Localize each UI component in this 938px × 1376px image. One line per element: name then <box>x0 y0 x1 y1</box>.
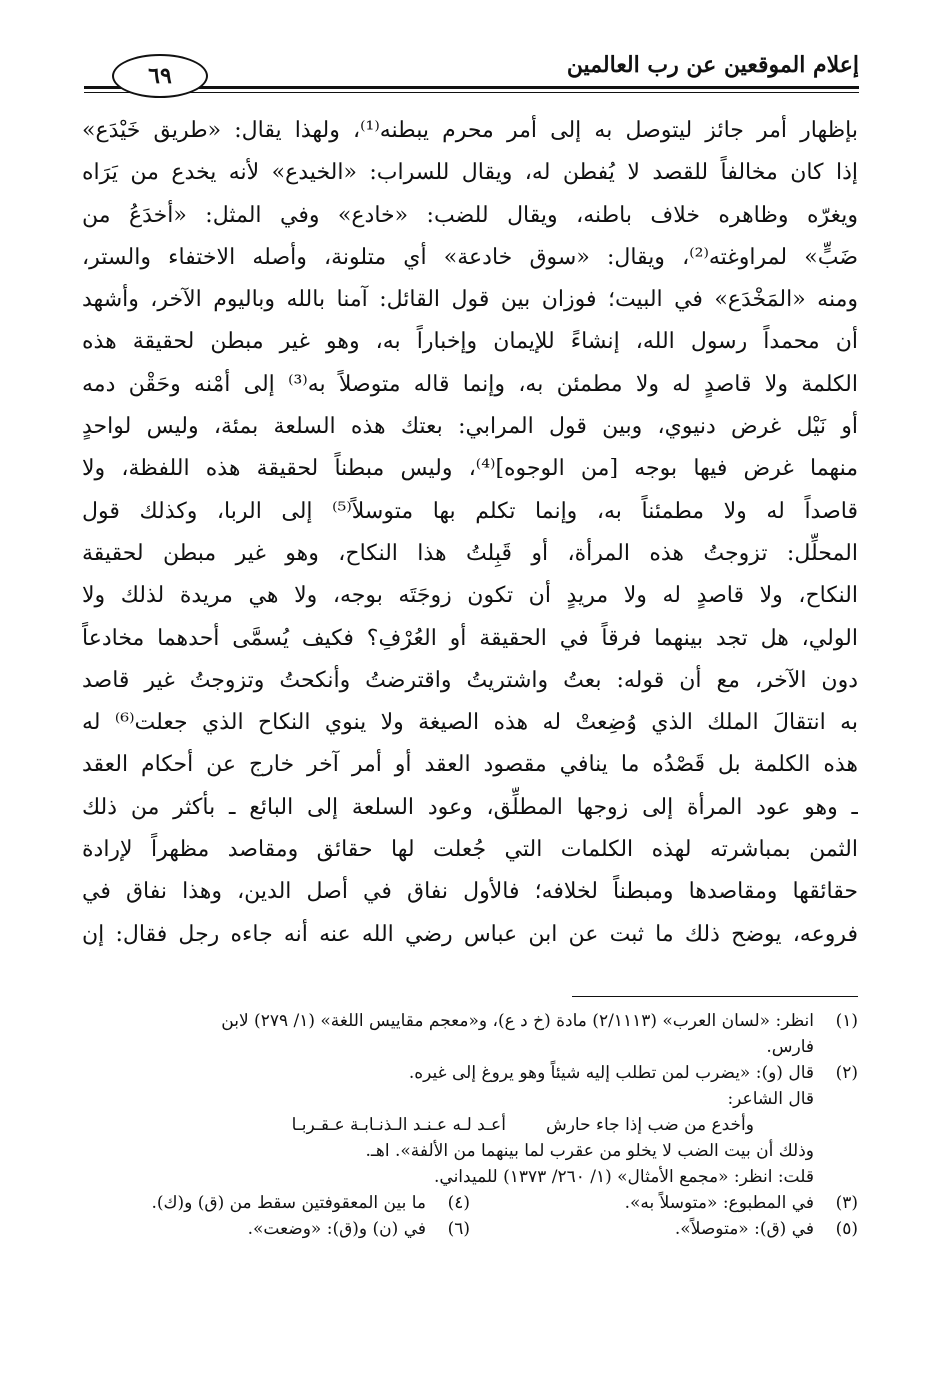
footnote-text: ما بين المعقوفتين سقط من (ق) و(ك). <box>151 1193 426 1213</box>
text-line: دون الآخر، مع أن قوله: بعتُ واشتريتُ واقترضتُ وأنكحتُ وتزوجتُ غير قاصد <box>82 667 858 693</box>
text-line: قاصداً له ولا مطمئناً به، وإنما تكلم بها متوسلاً⁽⁵⁾ إلى الربا، وكذلك قول <box>82 498 858 524</box>
footnote-text: قال (و): «يضرب لمن تطلب إليه شيئاً وهو يروغ إلى غيره. <box>408 1063 814 1083</box>
footnote-2 <box>82 1060 858 1190</box>
footnote-6 <box>82 1216 470 1242</box>
footnote-note: وذلك أن بيت الضب لا يخلو من عقرب لما بينهما من الألفة». اهـ. <box>365 1141 814 1161</box>
footnote-text-cont: فارس. <box>766 1037 814 1057</box>
text-line: المحلِّل: تزوجتُ هذه المرأة، أو قَبِلتُ هذا النكاح، وهو غير مبطن لحقيقة <box>82 540 858 566</box>
text-line: أو نَيْل غرض دنيوي، وبين قول المرابي: بعتك هذه السلعة بمئة، وليس لواحدٍ <box>82 414 858 440</box>
text-line: أن محمداً رسول الله، إنشاءً للإيمان وإخباراً به، وهو غير مبطن لحقيقة هذه <box>82 329 858 355</box>
footnote-4 <box>82 1190 470 1216</box>
verse-first-half: وأخدع من ضب إذا جاء حارش <box>545 1115 754 1135</box>
text-line: هذه الكلمة بل قَصْدُه ما ينافي مقصود العقد أو أمر آخر خارج عن أحكام العقد <box>82 752 858 778</box>
text-line: بإظهار أمر جائز ليتوصل به إلى أمر محرم يبطنه⁽¹⁾، ولهذا يقال: «طريق خَيْدَع» <box>82 118 858 143</box>
footnote-number: (٣) <box>835 1193 858 1213</box>
footnote-5 <box>470 1216 858 1242</box>
footnote-text: انظر: «لسان العرب» (٢/١١١٣) مادة (خ د ع)، و«معجم مقاييس اللغة» (١/ ٢٧٩) لابن <box>221 1011 814 1031</box>
footnote-source: قلت: انظر: «مجمع الأمثال» (١/ ٢٦٠/ ١٣٧٣) للميداني. <box>434 1167 814 1187</box>
footnote-3 <box>470 1190 858 1216</box>
footnote-1 <box>82 1008 858 1060</box>
footnote-text: في المطبوع: «متوسلاً به». <box>624 1193 814 1213</box>
text-line: ومنه «المَخْدَع» في البيت؛ فوزان بين قول القائل: آمنا بالله وباليوم الآخر، وأشهد <box>82 287 858 313</box>
footnote-row <box>82 1190 858 1216</box>
footnote-text: في (ن) و(ق): «وضعت». <box>247 1219 426 1239</box>
text-line: به انتقالَ الملك الذي وُضِعتْ له هذه الصيغة ولا ينوي النكاح الذي جعلت⁽⁶⁾ له <box>82 710 858 736</box>
header-rule-thin <box>84 92 859 93</box>
text-line: الولي، هل تجد بينهما فرقاً في الحقيقة أو العُرْفِ؟ فكيف يُسمَّى أحدهما مخادعاً <box>82 625 858 651</box>
footnote-row <box>82 1216 858 1242</box>
footnote-number: (٤) <box>447 1193 470 1213</box>
footnotes <box>82 1008 858 1242</box>
footnote-text: في (ق): «متوصلاً». <box>674 1219 814 1239</box>
text-line: النكاح، ولا قاصدٍ له ولا مريدٍ أن تكون زوجَتَه بوجه، ولا هي مريدة لذلك ولا <box>82 583 858 609</box>
footnote-number: (٢) <box>835 1063 858 1083</box>
poem-verse <box>82 1112 814 1138</box>
page-number: ٦٩ <box>112 54 208 98</box>
footnote-number: (٥) <box>835 1219 858 1239</box>
text-line: إذا كان مخالفاً للقصد لا يُفطن له، ويقال للسراب: «الخيدع» لأنه يخدع من يَرَاه <box>82 160 858 186</box>
running-title: إعلام الموقعين عن رب العالمين <box>566 52 859 78</box>
footnote-number: (٦) <box>447 1219 470 1239</box>
main-text <box>82 110 858 956</box>
footnote-number: (١) <box>835 1011 858 1031</box>
footnote-separator <box>572 996 858 997</box>
page-header <box>84 50 859 100</box>
text-line: منهما غرض فيها بوجه [من الوجوه]⁽⁴⁾، وليس مبطناً لحقيقة هذه اللفظة، ولا <box>82 456 858 482</box>
text-line: الثمن بمباشرته لهذه الكلمات التي جُعلت لها حقائق ومقاصد مظهراً لإرادة <box>82 837 858 863</box>
text-line: الكلمة ولا قاصدٍ له ولا مطمئن به، وإنما قاله متوصلاً به⁽³⁾ إلى أمْنه وحَقْن دمه <box>82 371 858 397</box>
text-line: حقائقها ومقاصدها ومبطناً لخلافه؛ فالأول نفاق في أصل الدين، وهذا نفاق في <box>82 879 858 905</box>
text-line: ويغرّه وظاهره خلاف باطنه، ويقال للضب: «خادع» وفي المثل: «أخدَعُ من <box>82 202 858 228</box>
text-line: ضَبٍّ» لمراوغته⁽²⁾، ويقال: «سوق خادعة» أي متلونة، وأصله الاختفاء والستر، <box>82 244 858 270</box>
text-line: فروعه، يوضح ذلك ما ثبت عن ابن عباس رضي الله عنه أنه جاءه رجل فقال: إن <box>82 921 858 947</box>
text-line: ـ وهو عود المرأة إلى زوجها المطلِّق، وعود السلعة إلى البائع ـ بأكثر من ذلك <box>82 794 858 820</box>
verse-second-half: أعـد لـه عـنـد الـذنـابـة عـقـربـا <box>291 1115 506 1135</box>
poet-label: قال الشاعر: <box>727 1089 814 1109</box>
